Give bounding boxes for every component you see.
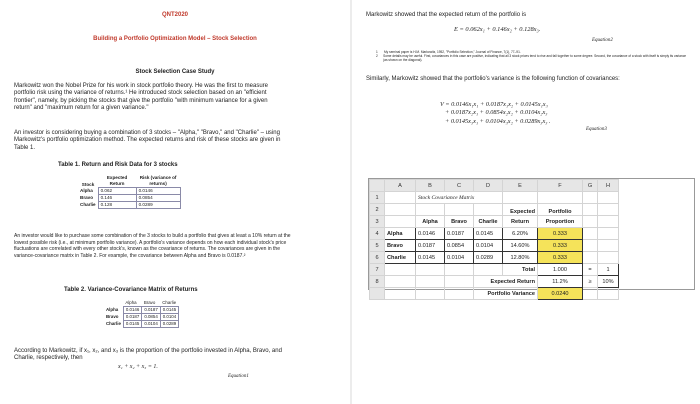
sheet-cell[interactable]: 0.0104 xyxy=(445,252,474,264)
portfolio-label-cell[interactable]: Portfolio xyxy=(538,204,583,216)
total-operator-cell[interactable]: = xyxy=(583,264,598,276)
right-document-page xyxy=(352,0,700,404)
table1-cell: 0.146 xyxy=(98,195,136,202)
column-header-b[interactable]: B xyxy=(416,180,445,192)
table2-cell: 0.0104 xyxy=(160,314,178,321)
table2-cell: 0.0187 xyxy=(123,314,141,321)
sheet-cell[interactable]: 6.20% xyxy=(503,228,538,240)
total-value-cell[interactable]: 1.000 xyxy=(538,264,583,276)
sheet-header-cell[interactable]: Return xyxy=(503,216,538,228)
sheet-header-cell[interactable]: Alpha xyxy=(416,216,445,228)
row-header[interactable]: 4 xyxy=(370,228,385,240)
footnote-2: Some details may be useful. First, covariances in this case are positive, indicating that all 3 stock prices tend to rise and fall together to some degree. Second, the covariance of a stock with itself is simply its variance (as shown on the diagonal). xyxy=(383,54,687,62)
return-operator-cell[interactable]: ≥ xyxy=(583,276,598,288)
course-code: QNT2020 xyxy=(161,12,188,18)
investor-paragraph: An investor is considering buying a combination of 3 stocks – "Alpha," "Bravo," and "Charlie" – using Markowitz's portfolio optimization method. The expected returns and risk of these stocks are given in Table 1. xyxy=(14,130,281,151)
table1-cell: 0.062 xyxy=(98,188,136,195)
row-header[interactable]: 2 xyxy=(370,204,385,216)
table2-row-label: Charlie xyxy=(106,321,121,326)
expected-return-intro: Markowitz showed that the expected return of the portfolio is xyxy=(366,12,527,18)
spreadsheet-grid xyxy=(369,179,619,300)
table2-cell: 0.0104 xyxy=(142,321,160,328)
table2-cell: 0.0854 xyxy=(142,314,160,321)
table2-row-label: Alpha xyxy=(106,307,119,312)
expected-return-label-cell[interactable]: Expected Return xyxy=(474,276,538,288)
sheet-cell[interactable]: 0.0104 xyxy=(474,240,503,252)
variance-equation-line: + 0.0187x₂x₁ + 0.0854x₂x₂ + 0.0104x₂x₃ xyxy=(445,109,548,117)
row-header[interactable]: 8 xyxy=(370,276,385,288)
sheet-cell[interactable]: 12.80% xyxy=(503,252,538,264)
row-header[interactable]: 7 xyxy=(370,264,385,276)
footnotes: 1 My seminal paper is H.M. Markowitz, 1952, "Portfolio Selection," Journal of Finance, 7(1), 77–91. 2 Some details may be useful. First, covariances in this case are positive, indicating that all 3 stock prices tend to rise and fall together to some degree. Second, the covariance of a stock with itself is simply its variance (as shown on the diagonal). xyxy=(376,50,687,62)
sheet-header-cell[interactable]: Charlie xyxy=(474,216,503,228)
row-header[interactable]: 1 xyxy=(370,192,385,204)
table2-cell: 0.0146 xyxy=(123,307,141,314)
portfolio-variance-value-cell[interactable]: 0.0240 xyxy=(538,288,583,300)
column-header-d[interactable]: D xyxy=(474,180,503,192)
return-risk-table xyxy=(78,175,181,209)
return-target-cell[interactable]: 10% xyxy=(598,276,619,288)
table1-header: Expected Return xyxy=(106,175,128,186)
spreadsheet-covariance-model xyxy=(368,178,695,297)
equation2-label: Equation2 xyxy=(592,38,613,43)
column-header-f[interactable]: F xyxy=(538,180,583,192)
return-equation: E = 0.062x₁ + 0.146x₂ + 0.128x₃. xyxy=(454,26,541,33)
sheet-cell[interactable]: 0.0187 xyxy=(416,240,445,252)
column-header-a[interactable]: A xyxy=(385,180,416,192)
table2-cell: 0.0187 xyxy=(142,307,160,314)
table1-cell: 0.0146 xyxy=(136,188,180,195)
section-title: Stock Selection Case Study xyxy=(135,69,215,75)
column-header-e[interactable]: E xyxy=(503,180,538,192)
sheet-cell[interactable]: 0.0854 xyxy=(445,240,474,252)
proportion-cell[interactable]: 0.333 xyxy=(538,240,583,252)
sheet-cell[interactable]: Alpha xyxy=(385,228,416,240)
total-target-cell[interactable]: 1 xyxy=(598,264,619,276)
row-header[interactable]: 5 xyxy=(370,240,385,252)
total-label-cell[interactable]: Total xyxy=(503,264,538,276)
sheet-cell[interactable]: 0.0187 xyxy=(445,228,474,240)
table1-header: Stock xyxy=(81,181,95,187)
expected-return-value-cell[interactable]: 11.2% xyxy=(538,276,583,288)
table1-cell: 0.0289 xyxy=(136,202,180,209)
sheet-header-cell[interactable]: Bravo xyxy=(445,216,474,228)
equation3-label: Equation3 xyxy=(586,127,607,132)
sheet-cell[interactable]: 0.0289 xyxy=(474,252,503,264)
variance-covariance-table xyxy=(104,300,179,328)
column-header-g[interactable]: G xyxy=(583,180,598,192)
variance-equation xyxy=(440,101,551,126)
table2-caption: Table 2. Variance-Covariance Matrix of Returns xyxy=(64,287,198,293)
sheet-cell[interactable]: 14.60% xyxy=(503,240,538,252)
table1-cell: 0.128 xyxy=(98,202,136,209)
table2-cell: 0.0289 xyxy=(160,321,178,328)
equation1: x₁ + x₂ + x₃ = 1. xyxy=(118,364,158,370)
row-header[interactable]: 3 xyxy=(370,216,385,228)
table2-cell: 0.0145 xyxy=(123,321,141,328)
sheet-cell[interactable]: 0.0146 xyxy=(416,228,445,240)
intro-paragraph: Markowitz won the Nobel Prize for his work in stock portfolio theory. He was the first to measure portfolio risk using the variance of returns.¹ He introduced stock selection based on an "efficient frontier", namely, by picking the stocks that give the portfolio "with minimum variance for a given return" and "maximum return for a given variance." xyxy=(14,83,268,112)
row-header[interactable]: 6 xyxy=(370,252,385,264)
sheet-cell[interactable]: 0.0145 xyxy=(416,252,445,264)
table2-cell: 0.0145 xyxy=(160,307,178,314)
table2-header: Charlie xyxy=(162,300,177,305)
document-title: Building a Portfolio Optimization Model – Stock Selection xyxy=(93,36,257,42)
expected-label-cell[interactable]: Expected xyxy=(503,204,538,216)
portfolio-variance-label-cell[interactable]: Portfolio Variance xyxy=(474,288,538,300)
variance-equation-line: + 0.0145x₃x₁ + 0.0104x₃x₂ + 0.0289x₃x₃ . xyxy=(445,117,551,125)
corner-cell[interactable] xyxy=(370,180,385,192)
footnote-1: My seminal paper is H.M. Markowitz, 1952, "Portfolio Selection," Journal of Finance, 7(1), 77–91. xyxy=(384,50,521,54)
sheet-cell[interactable]: Bravo xyxy=(385,240,416,252)
sheet-header-cell[interactable]: Proportion xyxy=(538,216,583,228)
matrix-title-cell[interactable]: Stock Covariance Matrix xyxy=(416,192,503,204)
proportion-cell[interactable]: 0.333 xyxy=(538,252,583,264)
table1-header: Risk (variance of returns) xyxy=(139,175,177,186)
equation1-label: Equation1 xyxy=(228,374,249,379)
covariance-paragraph: An investor would like to purchase some combination of the 3 stocks to build a portfolio that gives at least a 10% return at the lowest possible risk (i.e., at minimum portfolio variance). A portfolio's variance depends on how each individual stock's price fluctuations are correlated with every other stock's, known as the covariance of returns. The covariances are given in the variance-covariance matrix in Table 2. For example, the covariance between Alpha and Bravo is 0.0187.² xyxy=(14,233,291,259)
proportion-paragraph: According to Markowitz, if x₁, x₂, and x₃ is the proportion of the portfolio invested in Alpha, Bravo, and Charlie, respectively, then xyxy=(14,348,282,362)
table1-cell: Charlie xyxy=(80,202,96,207)
column-header-c[interactable]: C xyxy=(445,180,474,192)
sheet-cell[interactable]: 0.0145 xyxy=(474,228,503,240)
table2-row-label: Bravo xyxy=(106,314,119,319)
variance-equation-line: V = 0.0146x₁x₁ + 0.0187x₁x₂ + 0.0145x₁x₃ xyxy=(440,101,548,108)
table1-cell: Bravo xyxy=(80,195,94,200)
sheet-cell[interactable]: Charlie xyxy=(385,252,416,264)
proportion-cell[interactable]: 0.333 xyxy=(538,228,583,240)
table1-cell: 0.0854 xyxy=(136,195,180,202)
table2-header: Alpha xyxy=(125,300,137,305)
table1-cell: Alpha xyxy=(80,188,93,193)
variance-intro: Similarly, Markowitz showed that the portfolio's variance is the following function of covariances: xyxy=(366,76,620,82)
column-header-h[interactable]: H xyxy=(598,180,619,192)
table1-caption: Table 1. Return and Risk Data for 3 stocks xyxy=(58,162,178,168)
table2-header: Bravo xyxy=(143,300,156,305)
